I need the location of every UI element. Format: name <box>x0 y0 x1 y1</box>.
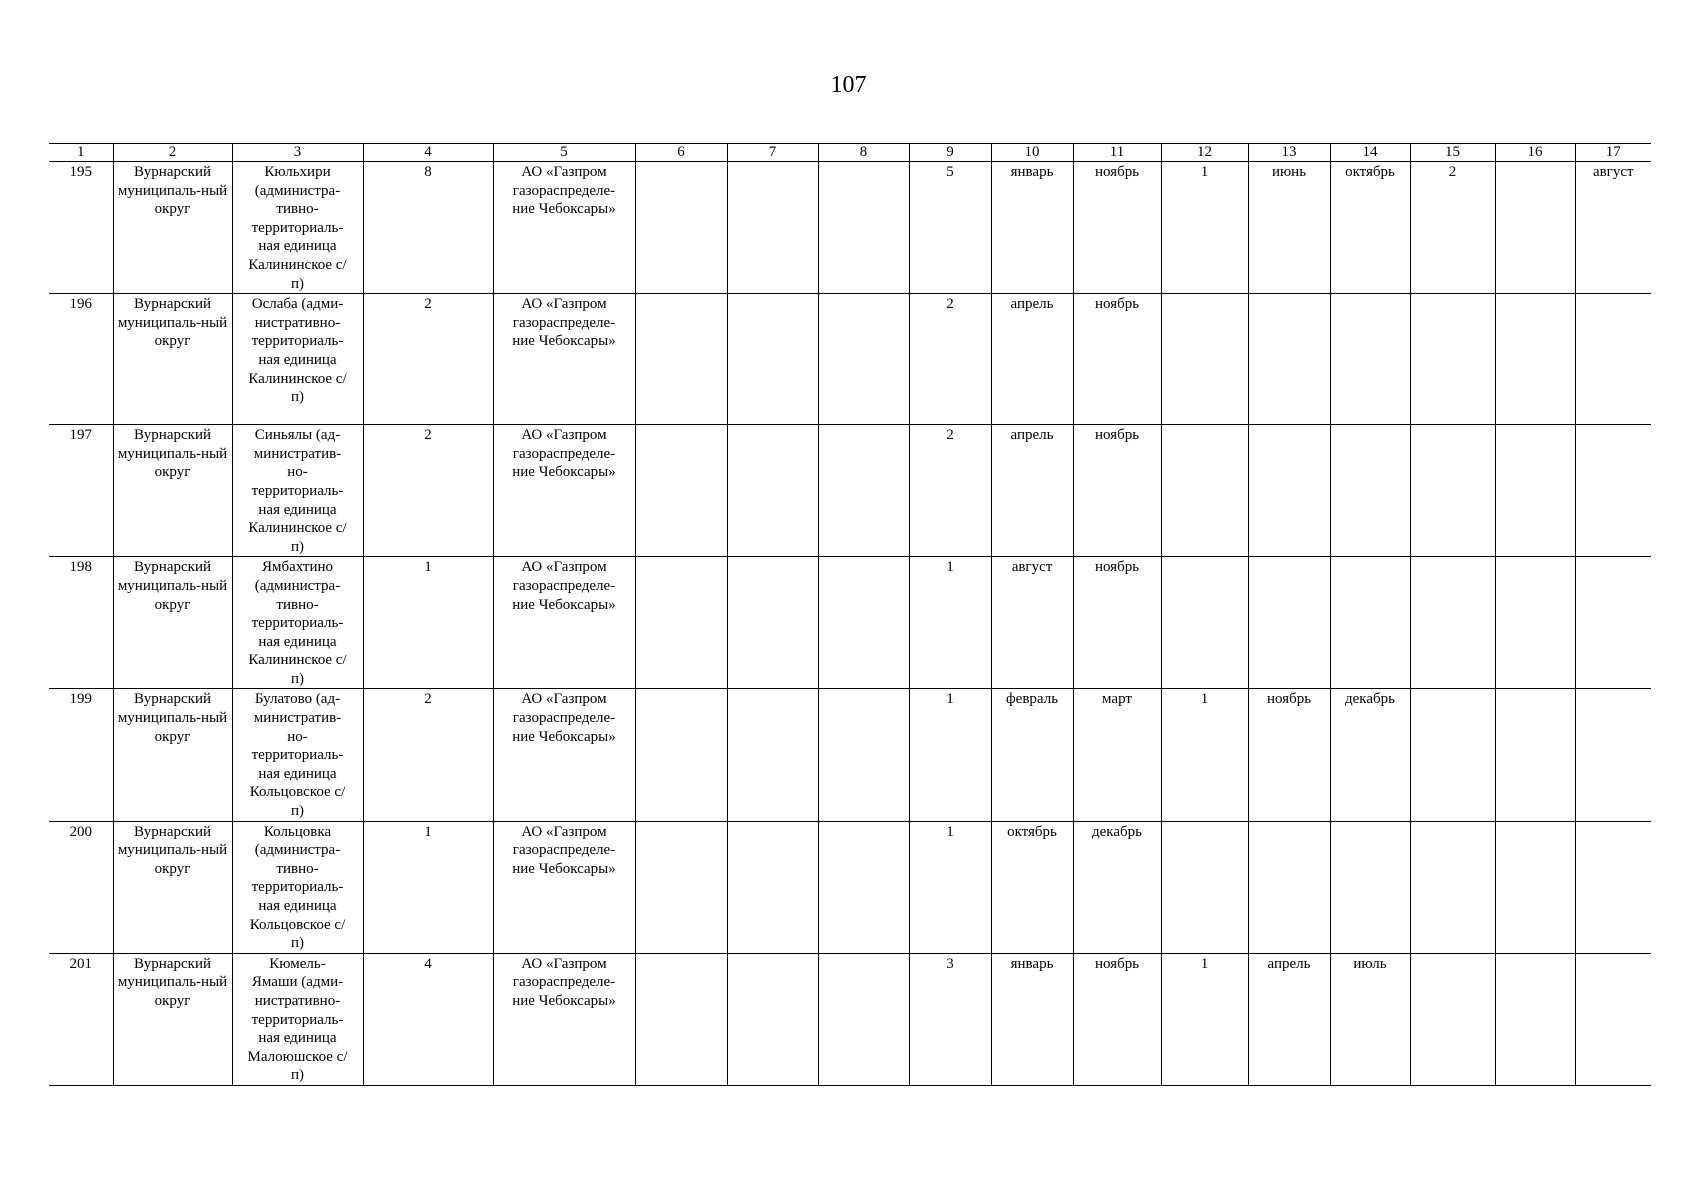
table-cell-col-11: ноябрь <box>1073 425 1161 557</box>
table-cell-col-3: Кюльхири (администра-тивно-территориаль-ная единица Калининское с/п) <box>232 162 363 294</box>
table-cell-col-5: АО «Газпром газораспределе-ние Чебоксары» <box>493 689 635 821</box>
table-cell-col-10: октябрь <box>991 821 1073 953</box>
table-cell-col-2: Вурнарский муниципаль-ный округ <box>113 689 232 821</box>
table-cell-col-6 <box>635 821 727 953</box>
table-cell-col-2: Вурнарский муниципаль-ный округ <box>113 425 232 557</box>
column-header-9: 9 <box>909 144 991 162</box>
table-cell-col-3: Ослаба (адми-нистративно-территориаль-ная единица Калининское с/п) <box>232 294 363 425</box>
table-cell-col-5: АО «Газпром газораспределе-ние Чебоксары» <box>493 425 635 557</box>
column-header-12: 12 <box>1161 144 1248 162</box>
table-cell-col-14: октябрь <box>1330 162 1410 294</box>
table-cell-col-4: 2 <box>363 689 493 821</box>
table-cell-col-6 <box>635 689 727 821</box>
table-cell-col-12 <box>1161 821 1248 953</box>
table-cell-col-8 <box>818 557 909 689</box>
header-row <box>49 144 1651 162</box>
table-cell-col-6 <box>635 425 727 557</box>
table-cell-col-15 <box>1410 294 1495 425</box>
table-cell-col-14: декабрь <box>1330 689 1410 821</box>
column-header-14: 14 <box>1330 144 1410 162</box>
table-cell-col-14 <box>1330 821 1410 953</box>
table-cell-col-10: январь <box>991 953 1073 1085</box>
table-cell-col-5: АО «Газпром газораспределе-ние Чебоксары» <box>493 294 635 425</box>
table-cell-col-17 <box>1575 557 1651 689</box>
table-cell-col-4: 2 <box>363 425 493 557</box>
table-cell-col-16 <box>1495 689 1575 821</box>
table-cell-col-5: АО «Газпром газораспределе-ние Чебоксары» <box>493 821 635 953</box>
table-cell-col-5: АО «Газпром газораспределе-ние Чебоксары» <box>493 953 635 1085</box>
table-cell-col-4: 1 <box>363 557 493 689</box>
column-header-5: 5 <box>493 144 635 162</box>
table-cell-col-2: Вурнарский муниципаль-ный округ <box>113 821 232 953</box>
column-header-15: 15 <box>1410 144 1495 162</box>
table-cell-col-13 <box>1248 821 1330 953</box>
table-cell-col-15: 2 <box>1410 162 1495 294</box>
table-cell-col-7 <box>727 689 818 821</box>
table-cell-col-5: АО «Газпром газораспределе-ние Чебоксары» <box>493 557 635 689</box>
table-cell-col-12 <box>1161 557 1248 689</box>
data-table <box>49 143 1651 1086</box>
table-row <box>49 425 1651 557</box>
table-cell-col-6 <box>635 294 727 425</box>
table-cell-col-10: февраль <box>991 689 1073 821</box>
table-cell-col-1: 195 <box>49 162 113 294</box>
table-cell-col-1: 201 <box>49 953 113 1085</box>
table-cell-col-1: 196 <box>49 294 113 425</box>
table-cell-col-12: 1 <box>1161 162 1248 294</box>
table-cell-col-7 <box>727 557 818 689</box>
table-cell-col-13: ноябрь <box>1248 689 1330 821</box>
table-cell-col-16 <box>1495 162 1575 294</box>
table-cell-col-4: 4 <box>363 953 493 1085</box>
table-cell-col-8 <box>818 821 909 953</box>
column-header-17: 17 <box>1575 144 1651 162</box>
table-cell-col-13 <box>1248 425 1330 557</box>
table-cell-col-10: август <box>991 557 1073 689</box>
table-cell-col-17 <box>1575 953 1651 1085</box>
column-header-2: 2 <box>113 144 232 162</box>
table-cell-col-11: март <box>1073 689 1161 821</box>
table-cell-col-8 <box>818 953 909 1085</box>
table-cell-col-15 <box>1410 689 1495 821</box>
column-header-10: 10 <box>991 144 1073 162</box>
table-cell-col-6 <box>635 557 727 689</box>
table-cell-col-6 <box>635 162 727 294</box>
table-cell-col-5: АО «Газпром газораспределе-ние Чебоксары» <box>493 162 635 294</box>
table-cell-col-3: Булатово (ад-министратив-но-территориаль-ная единица Кольцовское с/п) <box>232 689 363 821</box>
table-cell-col-8 <box>818 294 909 425</box>
table-body <box>49 162 1651 1086</box>
table-row <box>49 294 1651 425</box>
table-cell-col-9: 1 <box>909 821 991 953</box>
table-cell-col-7 <box>727 162 818 294</box>
column-header-1: 1 <box>49 144 113 162</box>
table-cell-col-3: Ямбахтино (администра-тивно-территориаль-ная единица Калининское с/п) <box>232 557 363 689</box>
table-cell-col-6 <box>635 953 727 1085</box>
table-cell-col-15 <box>1410 821 1495 953</box>
table-cell-col-13: июнь <box>1248 162 1330 294</box>
table-cell-col-7 <box>727 821 818 953</box>
table-cell-col-14 <box>1330 425 1410 557</box>
table-cell-col-2: Вурнарский муниципаль-ный округ <box>113 557 232 689</box>
column-header-13: 13 <box>1248 144 1330 162</box>
page-number: 107 <box>830 72 867 98</box>
table-cell-col-12: 1 <box>1161 689 1248 821</box>
table-cell-col-9: 2 <box>909 425 991 557</box>
table-cell-col-16 <box>1495 294 1575 425</box>
table-cell-col-14 <box>1330 557 1410 689</box>
table-cell-col-17 <box>1575 821 1651 953</box>
table-row <box>49 557 1651 689</box>
table-cell-col-2: Вурнарский муниципаль-ный округ <box>113 953 232 1085</box>
table-cell-col-15 <box>1410 557 1495 689</box>
table-cell-col-11: декабрь <box>1073 821 1161 953</box>
table-cell-col-3: Кольцовка (администра-тивно-территориаль-ная единица Кольцовское с/п) <box>232 821 363 953</box>
table-cell-col-16 <box>1495 425 1575 557</box>
table-cell-col-16 <box>1495 821 1575 953</box>
table-cell-col-12: 1 <box>1161 953 1248 1085</box>
table-row <box>49 821 1651 953</box>
table-cell-col-2: Вурнарский муниципаль-ный округ <box>113 294 232 425</box>
table-cell-col-9: 1 <box>909 689 991 821</box>
table-cell-col-4: 2 <box>363 294 493 425</box>
table-cell-col-11: ноябрь <box>1073 557 1161 689</box>
table-row <box>49 689 1651 821</box>
table-cell-col-17 <box>1575 425 1651 557</box>
table-cell-col-15 <box>1410 953 1495 1085</box>
table-cell-col-14: июль <box>1330 953 1410 1085</box>
column-header-7: 7 <box>727 144 818 162</box>
column-header-4: 4 <box>363 144 493 162</box>
table-cell-col-10: апрель <box>991 425 1073 557</box>
table-cell-col-14 <box>1330 294 1410 425</box>
table-cell-col-4: 8 <box>363 162 493 294</box>
table-cell-col-15 <box>1410 425 1495 557</box>
table-cell-col-16 <box>1495 953 1575 1085</box>
table-cell-col-8 <box>818 689 909 821</box>
column-header-11: 11 <box>1073 144 1161 162</box>
table-cell-col-13 <box>1248 294 1330 425</box>
table-cell-col-9: 3 <box>909 953 991 1085</box>
table-cell-col-11: ноябрь <box>1073 953 1161 1085</box>
table-cell-col-9: 2 <box>909 294 991 425</box>
table-cell-col-1: 200 <box>49 821 113 953</box>
table-cell-col-2: Вурнарский муниципаль-ный округ <box>113 162 232 294</box>
table-cell-col-1: 198 <box>49 557 113 689</box>
table-cell-col-11: ноябрь <box>1073 162 1161 294</box>
table-cell-col-12 <box>1161 425 1248 557</box>
table-cell-col-9: 5 <box>909 162 991 294</box>
table-cell-col-8 <box>818 162 909 294</box>
table-cell-col-8 <box>818 425 909 557</box>
table-cell-col-13: апрель <box>1248 953 1330 1085</box>
table-cell-col-10: январь <box>991 162 1073 294</box>
table-cell-col-17 <box>1575 689 1651 821</box>
table-cell-col-11: ноябрь <box>1073 294 1161 425</box>
table-row <box>49 162 1651 294</box>
table-header <box>49 144 1651 162</box>
table-cell-col-17: август <box>1575 162 1651 294</box>
table-cell-col-9: 1 <box>909 557 991 689</box>
column-header-6: 6 <box>635 144 727 162</box>
table-cell-col-10: апрель <box>991 294 1073 425</box>
column-header-8: 8 <box>818 144 909 162</box>
table-row <box>49 953 1651 1085</box>
table-cell-col-17 <box>1575 294 1651 425</box>
table-cell-col-16 <box>1495 557 1575 689</box>
table-cell-col-7 <box>727 294 818 425</box>
table-cell-col-13 <box>1248 557 1330 689</box>
table-cell-col-4: 1 <box>363 821 493 953</box>
table-cell-col-1: 197 <box>49 425 113 557</box>
column-header-16: 16 <box>1495 144 1575 162</box>
table-cell-col-1: 199 <box>49 689 113 821</box>
table-cell-col-7 <box>727 953 818 1085</box>
table-cell-col-7 <box>727 425 818 557</box>
column-header-3: 3 <box>232 144 363 162</box>
table-cell-col-3: Синьялы (ад-министратив-но-территориаль-ная единица Калининское с/п) <box>232 425 363 557</box>
table-cell-col-3: Кюмель-Ямаши (адми-нистративно-территориаль-ная единица Малоюшское с/п) <box>232 953 363 1085</box>
table-cell-col-12 <box>1161 294 1248 425</box>
